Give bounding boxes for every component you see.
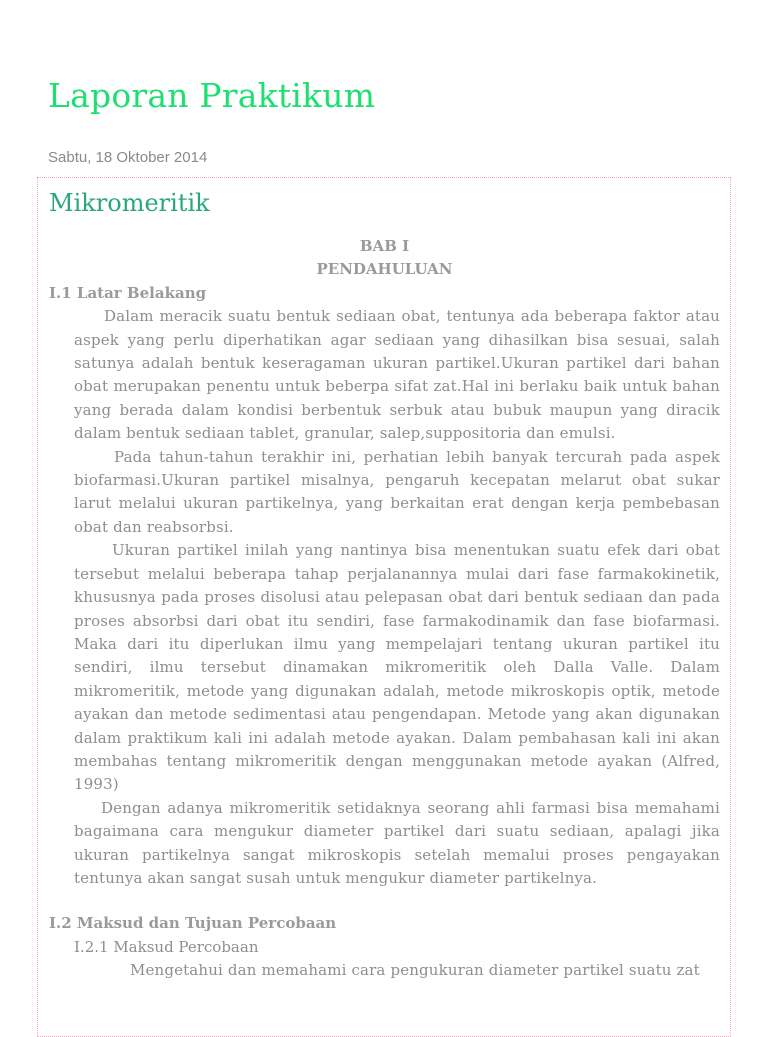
blank-line <box>49 890 720 912</box>
chapter-title: PENDAHULUAN <box>316 260 453 279</box>
chapter-number: BAB I <box>359 237 410 255</box>
subsection-heading: I.2.1 Maksud Percobaan <box>74 937 259 956</box>
paragraph: Mengetahui dan memahami cara pengukuran diameter partikel suatu zat <box>130 961 700 980</box>
post-date: Sabtu, 18 Oktober 2014 <box>48 149 208 166</box>
post-body <box>49 235 720 983</box>
post-container <box>37 177 731 1037</box>
paragraph: Dalam meracik suatu bentuk sediaan obat, tentunya ada beberapa faktor atau aspek yang perlu diperhatikan agar sediaan yang dihasilkan bisa sesuai, salah satunya adalah bentuk keseragaman ukuran partikel.Ukuran partikel dari bahan obat merupakan penentu untuk beberpa sifat zat.Hal ini berlaku baik untuk bahan yang berada dalam kondisi berbentuk serbuk atau bubuk maupun yang diracik dalam bentuk sediaan tablet, granular, salep,suppositoria dan emulsi. <box>74 307 720 443</box>
section-heading: I.2 Maksud dan Tujuan Percobaan <box>49 914 337 933</box>
paragraph: Pada tahun-tahun terakhir ini, perhatian lebih banyak tercurah pada aspek biofarmasi.Ukuran partikel misalnya, pengaruh kecepatan melarut obat sukar larut melalui ukuran partikelnya, yang berkaitan erat dengan kerja pembebasan obat dan reabsorbsi. <box>74 447 720 536</box>
blog-title[interactable]: Laporan Praktikum <box>48 76 376 115</box>
section-heading: I.1 Latar Belakang <box>49 283 207 302</box>
paragraph: Dengan adanya mikromeritik setidaknya seorang ahli farmasi bisa memahami bagaimana cara mengukur diameter partikel dari suatu sediaan, apalagi jika ukuran partikelnya sangat mikroskopis setelah memalui proses pengayakan tentunya akan sangat susah untuk mengukur diameter partikelnya. <box>74 798 720 887</box>
paragraph: Ukuran partikel inilah yang nantinya bisa menentukan suatu efek dari obat tersebut melalui beberapa tahap perjalanannya mulai dari fase farmakokinetik, khususnya pada proses disolusi atau pelepasan obat dari bentuk sediaan dan pada proses absorbsi dari obat itu sendiri, fase farmakodinamik dan fase biofarmasi. Maka dari itu diperlukan ilmu yang mempelajari tentang ukuran partikel itu sendiri, ilmu tersebut dinamakan mikromeritik oleh Dalla Valle. Dalam mikromeritik, metode yang digunakan adalah, metode mikroskopis optik, metode ayakan dan metode sedimentasi atau pengendapan. Metode yang akan digunakan dalam praktikum kali ini adalah metode ayakan. Dalam pembahasan kali ini akan membahas tentang mikromeritik dengan menggunakan metode ayakan (Alfred, 1993) <box>74 541 720 794</box>
post-title[interactable]: Mikromeritik <box>49 189 210 217</box>
